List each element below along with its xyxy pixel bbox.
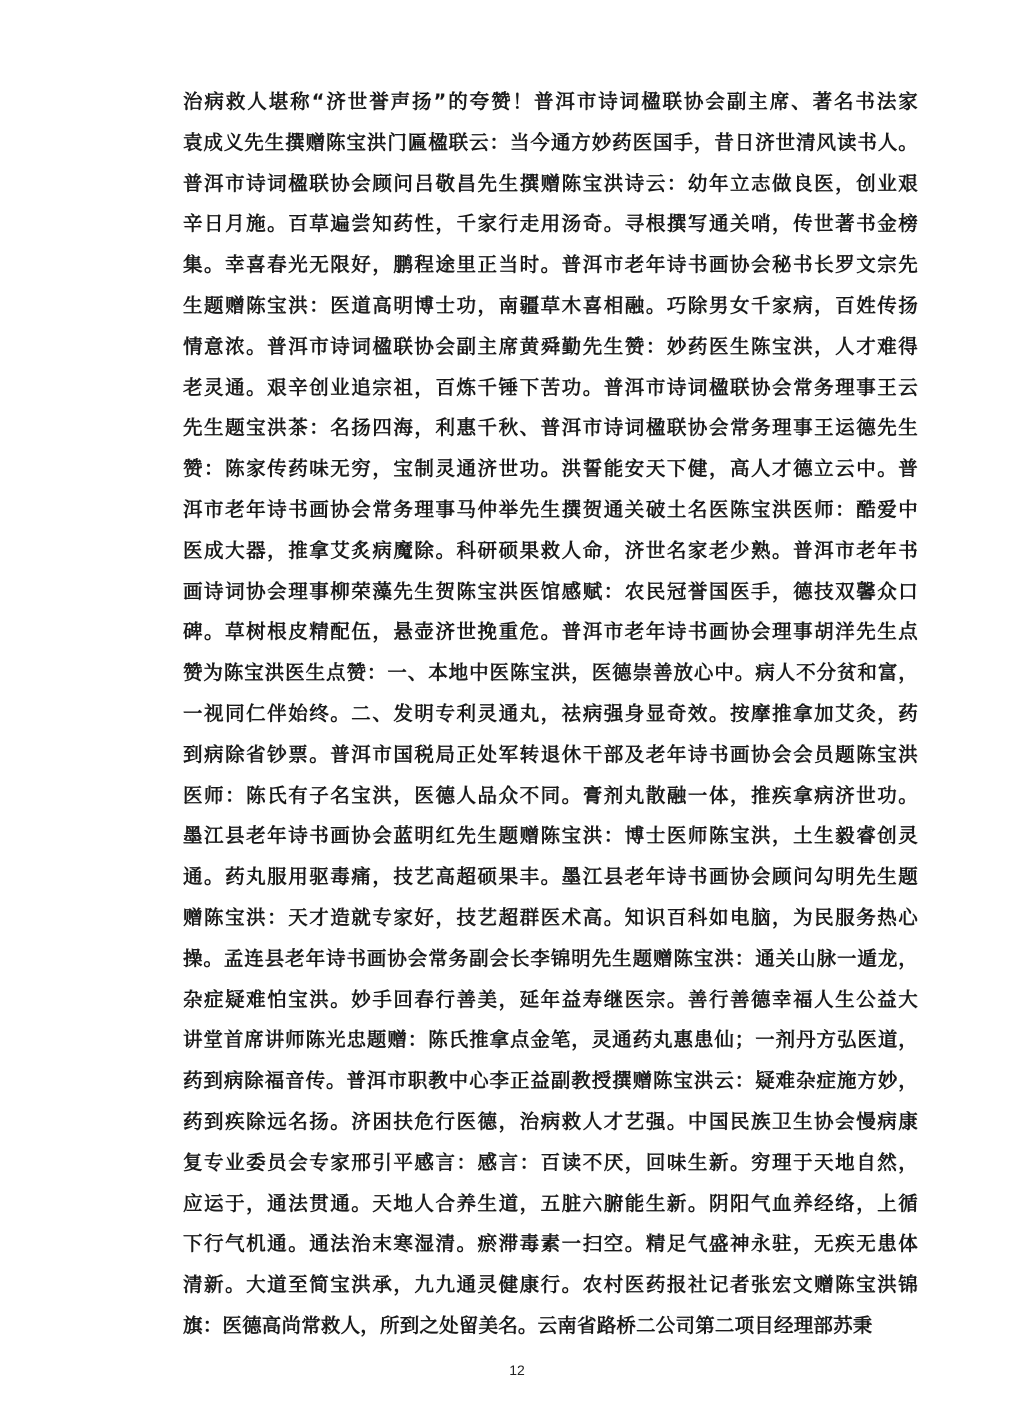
- text-line: 生题赠陈宝洪：医道高明博士功，南疆草木喜相融。巧除男女千家病，百姓传扬: [183, 293, 918, 317]
- text-line: 下行气机通。通法治末寒湿清。瘀滞毒素一扫空。精足气盛神永驻，无疾无患体: [183, 1232, 918, 1256]
- text-line: 讲堂首席讲师陈光忠题赠：陈氏推拿点金笔，灵通药丸惠患仙；一剂丹方弘医道，: [183, 1028, 918, 1052]
- page-number: 12: [509, 1362, 525, 1378]
- text-line: 洱市老年诗书画协会常务理事马仲举先生撰贺通关破土名医陈宝洪医师：酷爱中: [183, 497, 918, 521]
- text-line: 应运于，通法贯通。天地人合养生道，五脏六腑能生新。阴阳气血养经络，上循: [183, 1191, 918, 1215]
- text-line: 袁成义先生撰赠陈宝洪门匾楹联云：当今通方妙药医国手，昔日济世清风读书人。: [183, 130, 918, 154]
- text-line: 普洱市诗词楹联协会顾问吕敬昌先生撰赠陈宝洪诗云：幼年立志做良医，创业艰: [183, 171, 918, 195]
- text-line: 药到疾除远名扬。济困扶危行医德，治病救人才艺强。中国民族卫生协会慢病康: [183, 1109, 918, 1133]
- text-line: 杂症疑难怕宝洪。妙手回春行善美，延年益寿继医宗。善行善德幸福人生公益大: [183, 987, 918, 1011]
- text-line: 到病除省钞票。普洱市国税局正处军转退休干部及老年诗书画协会会员题陈宝洪: [183, 742, 918, 766]
- text-line: 墨江县老年诗书画协会蓝明红先生题赠陈宝洪：博士医师陈宝洪，土生毅睿创灵: [183, 824, 918, 848]
- text-line: 医师：陈氏有子名宝洪，医德人品众不同。膏剂丸散融一体，推疾拿病济世功。: [183, 783, 918, 807]
- text-line: 辛日月施。百草遍尝知药性，千家行走用汤奇。寻根撰写通关哨，传世著书金榜: [183, 212, 918, 236]
- text-line: 旗：医德高尚常救人，所到之处留美名。云南省路桥二公司第二项目经理部苏秉: [183, 1313, 873, 1337]
- text-line: 复专业委员会专家邢引平感言：感言：百读不厌，回味生新。穷理于天地自然，: [183, 1150, 918, 1174]
- text-line: 碑。草树根皮精配伍，悬壶济世挽重危。普洱市老年诗书画协会理事胡洋先生点: [183, 620, 918, 644]
- text-line: 赞：陈家传药味无穷，宝制灵通济世功。洪誓能安天下健，高人才德立云中。普: [183, 457, 918, 481]
- text-line: 画诗词协会理事柳荣藻先生贺陈宝洪医馆感赋：农民冠誉国医手，德技双馨众口: [183, 579, 918, 603]
- text-line: 清新。大道至简宝洪承，九九通灵健康行。农村医药报社记者张宏文赠陈宝洪锦: [183, 1273, 918, 1297]
- text-line: 医成大器，推拿艾炙病魔除。科研硕果救人命，济世名家老少熟。普洱市老年书: [183, 538, 918, 562]
- text-line: 老灵通。艰辛创业追宗祖，百炼千锤下苦功。普洱市诗词楹联协会常务理事王云: [183, 375, 918, 399]
- text-line: 集。幸喜春光无限好，鹏程途里正当时。普洱市老年诗书画协会秘书长罗文宗先: [183, 253, 918, 277]
- body-text: [183, 82, 918, 1347]
- text-line: 治病救人堪称“济世誉声扬”的夸赞！普洱市诗词楹联协会副主席、著名书法家: [183, 90, 918, 113]
- text-line: 一视同仁伴始终。二、发明专利灵通丸，祛病强身显奇效。按摩推拿加艾灸，药: [183, 701, 918, 725]
- text-line: 通。药丸服用驱毒痛，技艺高超硕果丰。墨江县老年诗书画协会顾问勾明先生题: [183, 865, 918, 889]
- text-line: 赞为陈宝洪医生点赞：一、本地中医陈宝洪，医德崇善放心中。病人不分贫和富，: [183, 661, 918, 685]
- text-line: 先生题宝洪茶：名扬四海，利惠千秋、普洱市诗词楹联协会常务理事王运德先生: [183, 416, 918, 440]
- text-line: 情意浓。普洱市诗词楹联协会副主席黄舜勤先生赞：妙药医生陈宝洪，人才难得: [183, 334, 918, 358]
- text-line: 药到病除福音传。普洱市职教中心李正益副教授撰赠陈宝洪云：疑难杂症施方妙，: [183, 1069, 918, 1093]
- text-line: 操。孟连县老年诗书画协会常务副会长李锦明先生题赠陈宝洪：通关山脉一遁龙，: [183, 946, 918, 970]
- text-line: 赠陈宝洪：天才造就专家好，技艺超群医术高。知识百科如电脑，为民服务热心: [183, 905, 918, 929]
